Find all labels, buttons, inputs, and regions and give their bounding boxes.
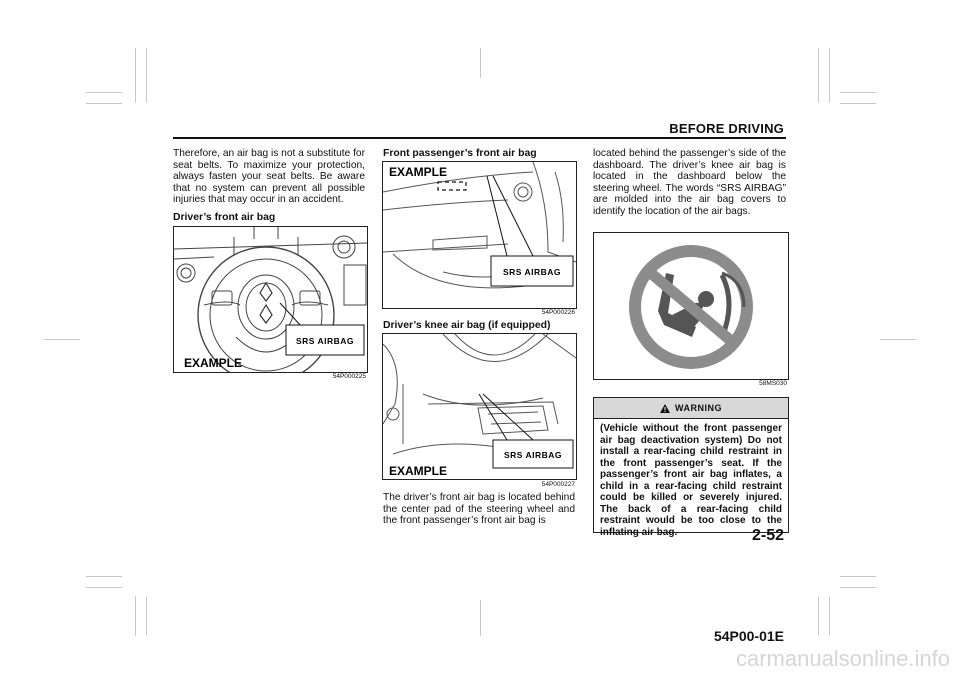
knee-airbag-figure <box>382 333 577 480</box>
page-number: 2-52 <box>751 527 784 544</box>
warning-text: (Vehicle without the front passenger air bag deactivation system) Do not install a rear-facing child restraint in the front passenger’s seat. If the passenger’s front air bag inflates, a child in a rear-facing child restraint could be killed or severely injured. The back of a rear-facing child restraint would be too close to the inflating air bag. <box>600 423 782 538</box>
watermark: carmanualsonline.info <box>735 646 950 671</box>
crop-mark <box>829 596 830 636</box>
drivers-front-airbag-heading: Driver’s front air bag <box>173 212 276 223</box>
crop-mark <box>86 103 122 104</box>
crop-mark <box>86 576 122 577</box>
passenger-front-airbag-heading: Front passenger’s front air bag <box>383 148 537 159</box>
crop-mark <box>818 48 819 103</box>
crop-mark <box>135 48 136 103</box>
drivers-front-airbag-figure <box>173 226 368 373</box>
prohibition-illustration <box>594 233 788 379</box>
section-title: BEFORE DRIVING <box>669 121 784 136</box>
column2-paragraph: The driver’s front air bag is located behind the center pad of the steering wheel and the front passenger’s front air bag is <box>383 492 575 527</box>
crop-mark <box>86 587 122 588</box>
header-rule <box>173 137 786 139</box>
crop-mark <box>840 576 876 577</box>
srs-airbag-label: SRS AIRBAG <box>503 450 563 460</box>
example-label: EXAMPLE <box>389 165 448 179</box>
crop-mark <box>44 339 80 340</box>
crop-mark <box>818 596 819 636</box>
example-label: EXAMPLE <box>389 464 448 478</box>
knee-dashboard-illustration <box>383 334 576 479</box>
crop-mark <box>86 92 122 93</box>
crop-mark <box>480 48 481 78</box>
crop-mark <box>880 339 916 340</box>
passenger-front-airbag-figure <box>382 161 577 309</box>
crop-mark <box>829 48 830 103</box>
crop-mark <box>146 48 147 103</box>
example-label: EXAMPLE <box>184 356 243 370</box>
crop-mark <box>840 92 876 93</box>
figure-code: 58MS030 <box>759 380 787 387</box>
warning-title: WARNING <box>675 403 722 413</box>
intro-paragraph: Therefore, an air bag is not a substitute for seat belts. To maximize your protection, always fasten your seat belts. Be aware that no system can prevent all possible injuries that may occur in an accident. <box>173 148 365 206</box>
knee-airbag-heading: Driver’s knee air bag (if equipped) <box>383 320 551 331</box>
srs-airbag-label: SRS AIRBAG <box>295 336 355 346</box>
warning-triangle-icon <box>660 404 670 413</box>
figure-code: 54P000226 <box>541 309 575 316</box>
column3-paragraph: located behind the passenger’s side of the dashboard. The driver’s knee air bag is located in the dashboard below the steering wheel. The words “SRS AIRBAG” are molded into the air bag covers to identify the location of the air bags. <box>593 148 786 217</box>
figure-code: 54P000225 <box>332 373 366 380</box>
crop-mark <box>840 103 876 104</box>
srs-airbag-label: SRS AIRBAG <box>502 267 562 277</box>
document-id: 54P00-01E <box>713 628 784 644</box>
crop-mark <box>135 596 136 636</box>
passenger-dashboard-illustration <box>383 162 576 308</box>
steering-wheel-illustration <box>174 227 367 372</box>
figure-code: 54P000227 <box>541 481 575 488</box>
crop-mark <box>480 600 481 636</box>
warning-header <box>594 398 788 419</box>
no-rear-facing-seat-figure <box>593 232 789 380</box>
crop-mark <box>146 596 147 636</box>
crop-mark <box>840 587 876 588</box>
